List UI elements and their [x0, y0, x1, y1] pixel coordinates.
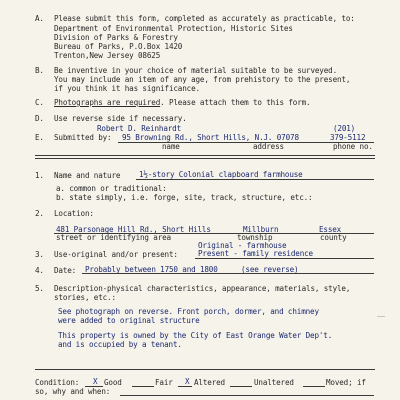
- submitter-phone-area: (201): [333, 124, 356, 133]
- address-column-label: address: [253, 142, 284, 151]
- attach-instruction-text: . Please attach them to this form.: [160, 98, 311, 107]
- name-column-label: name: [162, 142, 180, 151]
- name-and-nature-label: Name and nature: [54, 171, 121, 180]
- divider-condition: [35, 369, 375, 370]
- condition-good-mark: X: [93, 377, 98, 386]
- section-b-line-1: Be inventive in your choice of material suitable to be surveyed.: [54, 66, 337, 75]
- section-d-text: Use reverse side if necessary.: [54, 114, 187, 123]
- condition-good: Good: [104, 378, 122, 387]
- condition-label: Condition:: [35, 378, 80, 387]
- condition-altered: Altered: [194, 378, 225, 387]
- section-a-line-2: Department of Environmental Protection, Historic Sites: [54, 24, 293, 33]
- divider-top: [35, 155, 375, 156]
- county-column-label: county: [320, 233, 347, 242]
- margin-mark: [377, 316, 385, 317]
- submitted-by-label: Submitted by:: [54, 133, 112, 142]
- location-label: Location:: [54, 209, 94, 218]
- section-a-line-5: Trenton,New Jersey 08625: [54, 51, 161, 60]
- location-county: Essex: [319, 225, 342, 234]
- section-c-text: [54, 98, 310, 107]
- date-line: [82, 273, 374, 274]
- item-5-number: 5.: [35, 284, 44, 293]
- condition-moved: Moved; if: [326, 378, 366, 387]
- section-a-line-1: Please submit this form, completed as accurately as practicable, to:: [54, 14, 355, 23]
- description-line-2: were added to original structure: [58, 316, 200, 325]
- township-column-label: township: [237, 233, 273, 242]
- section-d-letter: D.: [35, 114, 44, 123]
- photographs-required-text: Photographs are required: [54, 98, 161, 107]
- section-a-letter: A.: [35, 14, 44, 23]
- item-1-number: 1.: [35, 171, 44, 180]
- condition-moved-blank: [303, 386, 325, 387]
- date-label: Date:: [54, 266, 77, 275]
- description-label-line-1: Description-physical characteristics, appearance, materials, style,: [54, 284, 351, 293]
- condition-fair: Fair: [155, 378, 173, 387]
- item-1a-text: a. common or traditional:: [56, 184, 167, 193]
- use-label: Use-original and/or present:: [54, 250, 178, 259]
- divider-bottom: [35, 158, 375, 159]
- item-2-number: 2.: [35, 209, 44, 218]
- section-a-line-4: Bureau of Parks, P.O.Box 1420: [54, 42, 183, 51]
- ownership-line-1: This property is owned by the City of East Orange Water Dep't.: [58, 331, 333, 340]
- street-column-label: street or identifying area: [56, 233, 171, 242]
- name-and-nature-line: [136, 179, 374, 180]
- location-township: Millburn: [243, 225, 279, 234]
- use-present-value: Present - family residence: [198, 249, 313, 258]
- submitter-name: Robert D. Reinhardt: [97, 124, 182, 133]
- date-note: (see reverse): [241, 265, 299, 274]
- condition-altered-mark: X: [185, 377, 190, 386]
- item-4-number: 4.: [35, 266, 44, 275]
- submitter-phone: 379-5112: [330, 133, 366, 142]
- submitter-address: 95 Browning Rd., Short Hills, N.J. 07078: [122, 133, 299, 142]
- date-value: Probably between 1750 and 1800: [85, 265, 218, 274]
- description-label-line-2: stories, etc.:: [54, 293, 116, 302]
- condition-unaltered-blank: [230, 386, 252, 387]
- description-line-1: See photograph on reverse. Front porch, dormer, and chimney: [58, 307, 319, 316]
- condition-fair-blank: [132, 386, 154, 387]
- section-b-line-2: You may include an item of any age, from prehistory to the present,: [54, 75, 351, 84]
- use-original-value: Original - farmhouse: [198, 241, 287, 250]
- use-line: [195, 258, 374, 259]
- condition-unaltered: Unaltered: [254, 378, 294, 387]
- item-3-number: 3.: [35, 250, 44, 259]
- condition-line-2: so, why and when:: [35, 387, 111, 396]
- section-e-letter: E.: [35, 133, 44, 142]
- phone-column-label: phone no.: [333, 142, 373, 151]
- section-a-line-3: Division of Parks & Forestry: [54, 33, 178, 42]
- condition-altered-blank: [178, 386, 192, 387]
- location-street: 481 Parsonage Hill Rd., Short Hills: [56, 225, 211, 234]
- ownership-line-2: and is occupied by a tenant.: [58, 340, 182, 349]
- item-1b-text: b. state simply, i.e. forge, site, track, structure, etc.:: [56, 193, 313, 202]
- name-and-nature-value: 1½-story Colonial clapboard farmhouse: [139, 170, 303, 179]
- section-b-line-3: if you think it has significance.: [54, 84, 200, 93]
- section-c-letter: C.: [35, 98, 44, 107]
- condition-explanation-line: [120, 395, 374, 396]
- section-b-letter: B.: [35, 66, 44, 75]
